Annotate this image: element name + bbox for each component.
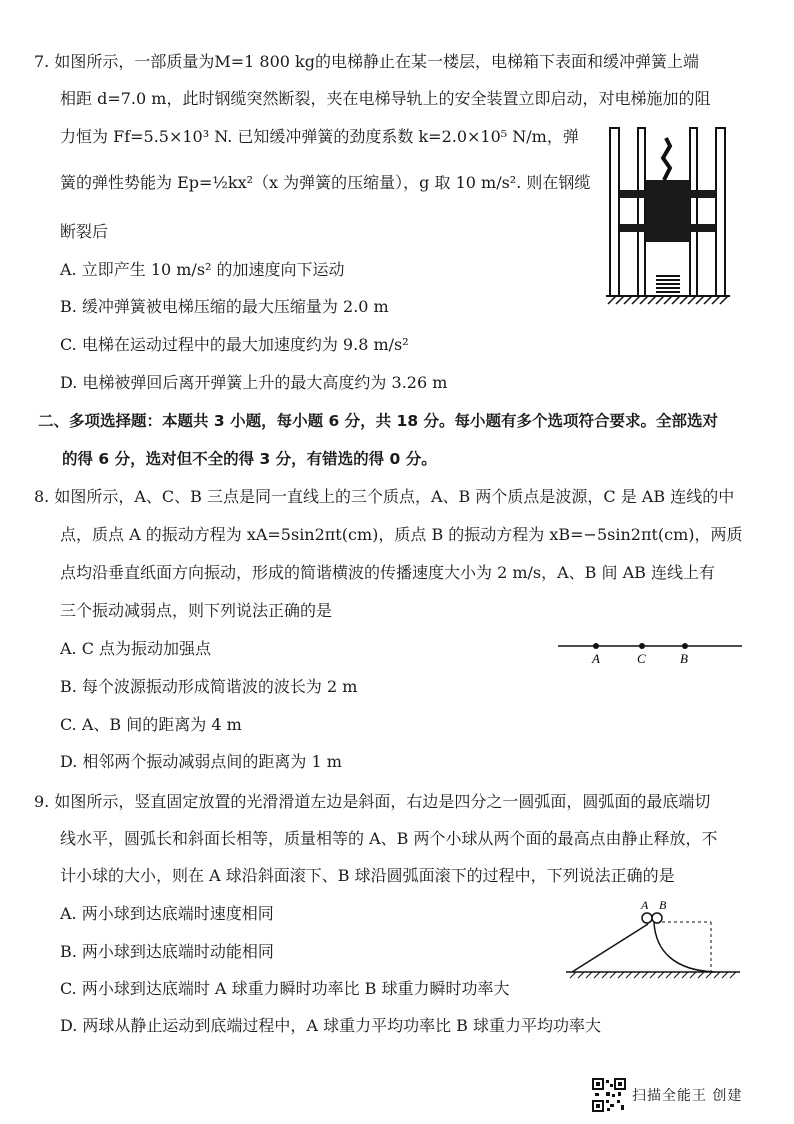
- q8-line-4: 三个振动减弱点，则下列说法正确的是: [60, 601, 333, 620]
- q8-line-3: 点均沿垂直纸面方向振动，形成的简谐横波的传播速度大小为 2 m/s，A、B 间 AB 连线上有: [60, 563, 716, 582]
- elevator-figure: [600, 128, 736, 304]
- point-a: [593, 643, 599, 649]
- label-ball-b: B: [659, 898, 667, 912]
- q7-option-d: D. 电梯被弹回后离开弹簧上升的最大高度约为 3.26 m: [60, 373, 448, 392]
- label-c: C: [637, 651, 646, 666]
- q7-option-c: C. 电梯在运动过程中的最大加速度约为 9.8 m/s²: [60, 335, 409, 354]
- ball-a: [642, 913, 652, 923]
- q9-line-2: 线水平，圆弧长和斜面长相等，质量相等的 A、B 两个小球从两个面的最高点由静止释放，不: [60, 829, 718, 848]
- q9-line-1: 9. 如图所示，竖直固定放置的光滑滑道左边是斜面，右边是四分之一圆弧面，圆弧面的最底端切: [34, 792, 711, 811]
- q7-line-2: 相距 d=7.0 m，此时钢缆突然断裂，夹在电梯导轨上的安全装置立即启动，对电梯施加的阻: [60, 89, 711, 108]
- q9-line-3: 计小球的大小，则在 A 球沿斜面滚下、B 球沿圆弧面滚下的过程中，下列说法正确的是: [60, 866, 675, 885]
- q7-line-3: 力恒为 Ff=5.5×10³ N. 已知缓冲弹簧的劲度系数 k=2.0×10⁵ N/m，弹: [60, 127, 579, 146]
- q7-option-b: B. 缓冲弹簧被电梯压缩的最大压缩量为 2.0 m: [60, 297, 389, 316]
- q7-line-5: 断裂后: [60, 222, 109, 241]
- section-2-line-2: 的得 6 分，选对但不全的得 3 分，有错选的得 0 分。: [62, 450, 437, 468]
- label-ball-a: A: [641, 898, 649, 912]
- q9-option-c: C. 两小球到达底端时 A 球重力瞬时功率比 B 球重力瞬时功率大: [60, 979, 510, 998]
- q9-option-b: B. 两小球到达底端时动能相同: [60, 942, 274, 961]
- scanner-watermark: [592, 1078, 742, 1112]
- q8-option-d: D. 相邻两个振动减弱点间的距离为 1 m: [60, 752, 342, 771]
- section-2-line-1: 二、多项选择题：本题共 3 小题，每小题 6 分，共 18 分。每小题有多个选项符合要求。全部选对: [38, 412, 719, 430]
- q8-line-1: 8. 如图所示，A、C、B 三点是同一直线上的三个质点，A、B 两个质点是波源，C 是 AB 连线的中: [34, 487, 735, 506]
- q7-line-4: 簧的弹性势能为 Ep=½kx²（x 为弹簧的压缩量），g 取 10 m/s². 则在钢缆: [60, 173, 591, 192]
- q8-option-a: A. C 点为振动加强点: [60, 639, 212, 658]
- q8-option-b: B. 每个波源振动形成简谐波的波长为 2 m: [60, 677, 358, 696]
- qr-code-icon: [592, 1078, 626, 1112]
- q9-option-a: A. 两小球到达底端时速度相同: [60, 904, 274, 923]
- q7-option-a: A. 立即产生 10 m/s² 的加速度向下运动: [60, 260, 345, 279]
- slide-figure: [564, 896, 744, 978]
- q8-option-c: C. A、B 间的距离为 4 m: [60, 715, 242, 734]
- q7-line-1: 7. 如图所示，一部质量为M=1 800 kg的电梯静止在某一楼层，电梯箱下表面和缓冲弹簧上端: [34, 52, 699, 71]
- q9-option-d: D. 两球从静止运动到底端过程中，A 球重力平均功率比 B 球重力平均功率大: [60, 1016, 602, 1035]
- line-acb-figure: [556, 636, 746, 666]
- point-b: [682, 643, 688, 649]
- q8-line-2: 点，质点 A 的振动方程为 xA=5sin2πt(cm)，质点 B 的振动方程为 xB=−5sin2πt(cm)，两质: [60, 525, 743, 544]
- label-a: A: [592, 651, 600, 666]
- watermark-text: 扫描全能王 创建: [632, 1088, 743, 1104]
- ball-b: [652, 913, 662, 923]
- point-c: [639, 643, 645, 649]
- label-b: B: [680, 651, 688, 666]
